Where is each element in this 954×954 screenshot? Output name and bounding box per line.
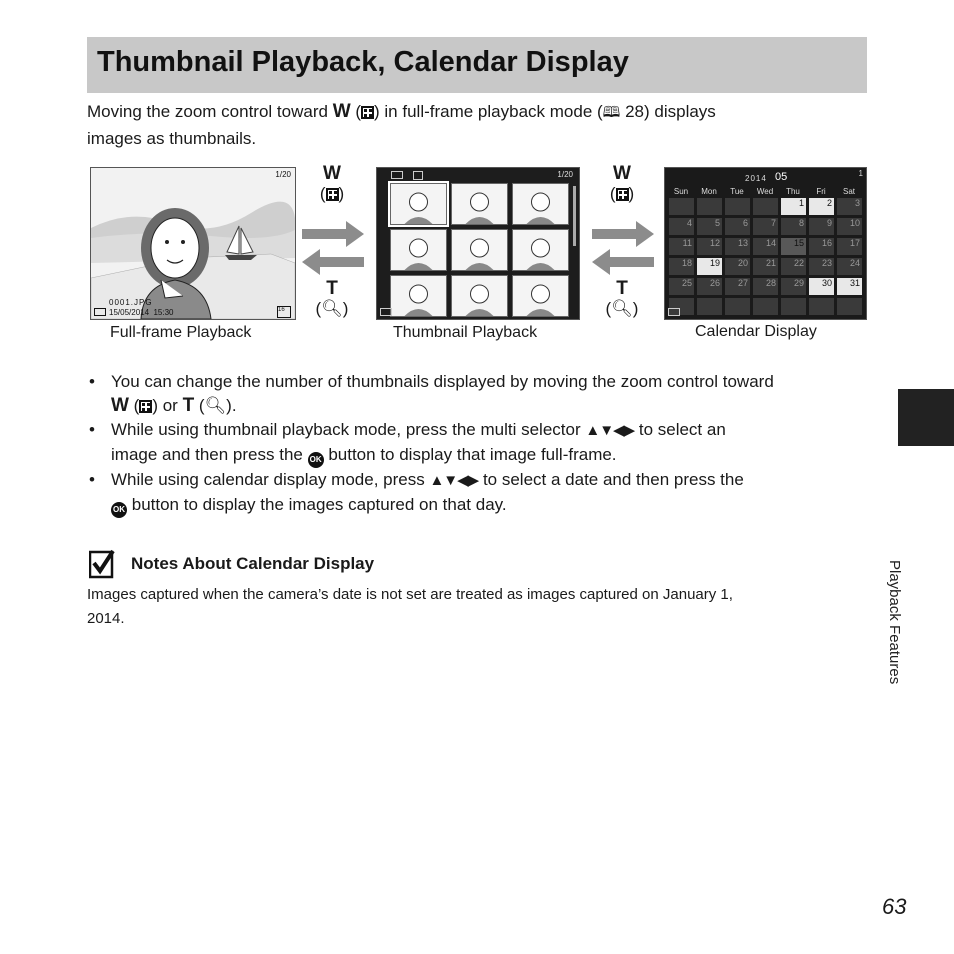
calendar-day[interactable]: 9 xyxy=(808,217,835,236)
title-bar xyxy=(87,37,867,93)
thumbnail-grid-icon xyxy=(361,106,374,119)
bullet-2-text-b: to select an xyxy=(638,420,726,439)
print-icon xyxy=(413,171,423,180)
calendar-day[interactable] xyxy=(696,197,723,216)
calendar-day[interactable]: 5 xyxy=(696,217,723,236)
right-arrow-icon xyxy=(592,221,654,247)
book-reference-icon: 🕮 xyxy=(602,104,621,121)
scrollbar[interactable] xyxy=(573,186,576,246)
note-line-2: 2014. xyxy=(87,610,125,627)
right-arrow-icon xyxy=(302,221,364,247)
full-frame-caption: Full-frame Playback xyxy=(110,324,252,341)
calendar-day[interactable]: 3 xyxy=(836,197,863,216)
zoom-t-label: T xyxy=(182,395,195,416)
thumbnail-cell[interactable] xyxy=(451,183,508,225)
calendar-day[interactable]: 23 xyxy=(808,257,835,276)
bullet-3-text-a: While using calendar display mode, press xyxy=(111,470,425,489)
image-size-icon: 16 xyxy=(277,306,291,318)
calendar-day[interactable]: 11 xyxy=(668,237,695,256)
calendar-day[interactable]: 31 xyxy=(836,277,863,296)
calendar-day[interactable]: 20 xyxy=(724,257,751,276)
magnify-icon: (🔍︎) xyxy=(315,299,349,318)
ok-button-icon: OK xyxy=(111,502,127,518)
battery-icon xyxy=(94,308,106,316)
bullet-item-1: • You can change the number of thumbnails displayed by moving the zoom control toward W ( ) or T (🔍︎). xyxy=(87,370,877,418)
thumbnail-screen xyxy=(376,167,580,320)
full-frame-photo xyxy=(91,168,295,319)
calendar-day[interactable] xyxy=(752,197,779,216)
thumb-counter: 1/20 xyxy=(557,170,573,179)
zoom-w-label: W xyxy=(332,101,351,122)
calendar-day[interactable]: 12 xyxy=(696,237,723,256)
multi-selector-icon: ▲▼◀▶ xyxy=(429,472,479,489)
calendar-day[interactable]: 28 xyxy=(752,277,779,296)
full-frame-screen xyxy=(90,167,296,320)
calendar-caption: Calendar Display xyxy=(695,323,817,340)
calendar-month: 05 xyxy=(775,171,788,183)
bullet-2-text-d: button to display that image full-frame. xyxy=(328,445,617,464)
intro-text-a: Moving the zoom control toward xyxy=(87,102,328,121)
zoom-t-indicator-2 xyxy=(597,279,647,319)
weekday-label: Fri xyxy=(816,187,826,196)
calendar-day[interactable] xyxy=(752,297,779,316)
note-title: Notes About Calendar Display xyxy=(131,554,375,573)
thumbnail-cell[interactable] xyxy=(451,275,508,317)
bullet-2-text-c: image and then press the xyxy=(111,445,303,464)
calendar-day[interactable]: 17 xyxy=(836,237,863,256)
section-tab xyxy=(898,389,954,446)
battery-icon xyxy=(668,308,680,316)
left-arrow-icon xyxy=(302,249,364,275)
thumbnail-cell[interactable] xyxy=(390,229,447,271)
calendar-screen xyxy=(664,167,867,320)
bullet-1-line-1: You can change the number of thumbnails displayed by moving the zoom control toward xyxy=(111,372,774,391)
protect-icon xyxy=(391,171,403,179)
thumbnail-cell[interactable] xyxy=(512,183,569,225)
zoom-t-indicator-1 xyxy=(307,279,357,319)
calendar-day[interactable] xyxy=(836,297,863,316)
intro-line-1: Moving the zoom control toward W ( ) in full-frame playback mode (🕮 28) displays xyxy=(87,99,847,126)
calendar-day[interactable]: 7 xyxy=(752,217,779,236)
section-label: Playback Features xyxy=(886,560,903,685)
calendar-day[interactable]: 24 xyxy=(836,257,863,276)
thumbnail-cell[interactable] xyxy=(512,229,569,271)
left-arrow-icon xyxy=(592,249,654,275)
multi-selector-icon: ▲▼◀▶ xyxy=(585,422,635,439)
intro-ref: 28) displays xyxy=(625,102,716,121)
bullet-list xyxy=(87,370,877,518)
calendar-day[interactable] xyxy=(724,297,751,316)
intro-paragraph xyxy=(87,99,847,152)
calendar-year: 2014 xyxy=(745,174,767,183)
calendar-day[interactable]: 22 xyxy=(780,257,807,276)
calendar-day[interactable]: 21 xyxy=(752,257,779,276)
thumbnail-cell[interactable] xyxy=(451,229,508,271)
zoom-t-letter-1: T xyxy=(326,278,338,299)
thumbnail-cell[interactable] xyxy=(512,275,569,317)
calendar-day[interactable]: 2 xyxy=(808,197,835,216)
intro-line-2: images as thumbnails. xyxy=(87,129,257,148)
ok-button-icon: OK xyxy=(308,452,324,468)
bullet-3-text-b: to select a date and then press the xyxy=(482,470,744,489)
battery-icon xyxy=(380,308,392,316)
thumbnail-caption: Thumbnail Playback xyxy=(393,324,538,341)
weekday-label: Sun xyxy=(673,187,689,196)
note-text xyxy=(87,583,857,631)
zoom-t-letter-2: T xyxy=(616,278,628,299)
bullet-item-2: • While using thumbnail playback mode, press the multi selector ▲▼◀▶ to select an image and then press the OK button to display that image full-frame. xyxy=(87,418,877,468)
zoom-arrows-2 xyxy=(590,219,656,279)
calendar-day[interactable]: 14 xyxy=(752,237,779,256)
calendar-day[interactable]: 29 xyxy=(780,277,807,296)
bullet-2-text-a: While using thumbnail playback mode, press the multi selector xyxy=(111,420,581,439)
calendar-day[interactable] xyxy=(724,197,751,216)
zoom-w-label: W xyxy=(111,395,129,416)
zoom-w-letter-1: W xyxy=(323,163,341,184)
magnify-icon: (🔍︎) xyxy=(605,299,639,318)
thumbnail-cell[interactable] xyxy=(390,275,447,317)
calendar-day[interactable]: 25 xyxy=(668,277,695,296)
magnify-icon: (🔍︎). xyxy=(198,396,237,415)
calendar-day[interactable] xyxy=(780,297,807,316)
weekday-label: Tue xyxy=(730,187,744,196)
thumbnail-cell[interactable] xyxy=(390,183,447,225)
calendar-day[interactable]: 30 xyxy=(808,277,835,296)
calendar-day[interactable]: 26 xyxy=(696,277,723,296)
calendar-day[interactable]: 19 xyxy=(696,257,723,276)
full-counter: 1/20 xyxy=(275,170,291,179)
note-check-icon xyxy=(89,549,115,579)
calendar-day[interactable]: 18 xyxy=(668,257,695,276)
calendar-day[interactable]: 8 xyxy=(780,217,807,236)
thumbnail-grid-icon xyxy=(616,188,629,201)
calendar-day[interactable]: 10 xyxy=(836,217,863,236)
zoom-w-indicator-1: W ( ) xyxy=(307,164,357,204)
calendar-day[interactable]: 16 xyxy=(808,237,835,256)
zoom-arrows-1 xyxy=(300,219,366,279)
thumbnail-grid-icon xyxy=(326,188,339,201)
zoom-w-indicator-2: W ( ) xyxy=(597,164,647,204)
calendar-day[interactable]: 13 xyxy=(724,237,751,256)
page-title: Thumbnail Playback, Calendar Display xyxy=(97,46,629,78)
weekday-label: Thu xyxy=(786,187,800,196)
bullet-1-or: or xyxy=(162,396,178,415)
intro-text-b: in full-frame playback mode ( xyxy=(384,102,603,121)
calendar-day[interactable]: 27 xyxy=(724,277,751,296)
calendar-day[interactable] xyxy=(696,297,723,316)
calendar-day[interactable]: 1 xyxy=(780,197,807,216)
weekday-label: Sat xyxy=(842,187,855,196)
weekday-label: Wed xyxy=(756,187,774,196)
full-filename: 0001.JPG xyxy=(109,298,153,307)
calendar-day[interactable] xyxy=(668,197,695,216)
calendar-day[interactable]: 6 xyxy=(724,217,751,236)
calendar-day[interactable]: 15 xyxy=(780,237,807,256)
calendar-day[interactable]: 4 xyxy=(668,217,695,236)
page-number: 63 xyxy=(882,894,907,919)
bullet-3-text-c: button to display the images captured on that day. xyxy=(131,495,507,514)
bullet-item-3: • While using calendar display mode, press ▲▼◀▶ to select a date and then press the OK button to display the images captured on that day. xyxy=(87,468,877,518)
calendar-day[interactable] xyxy=(808,297,835,316)
weekday-label: Mon xyxy=(701,187,717,196)
zoom-w-letter-2: W xyxy=(613,163,631,184)
note-line-1: Images captured when the camera’s date is not set are treated as images captured on January 1, xyxy=(87,586,733,603)
thumbnail-grid-icon xyxy=(139,400,152,413)
full-datetime: 15/05/2014 15:30 xyxy=(109,308,174,317)
calendar-counter: 1 xyxy=(858,169,863,178)
